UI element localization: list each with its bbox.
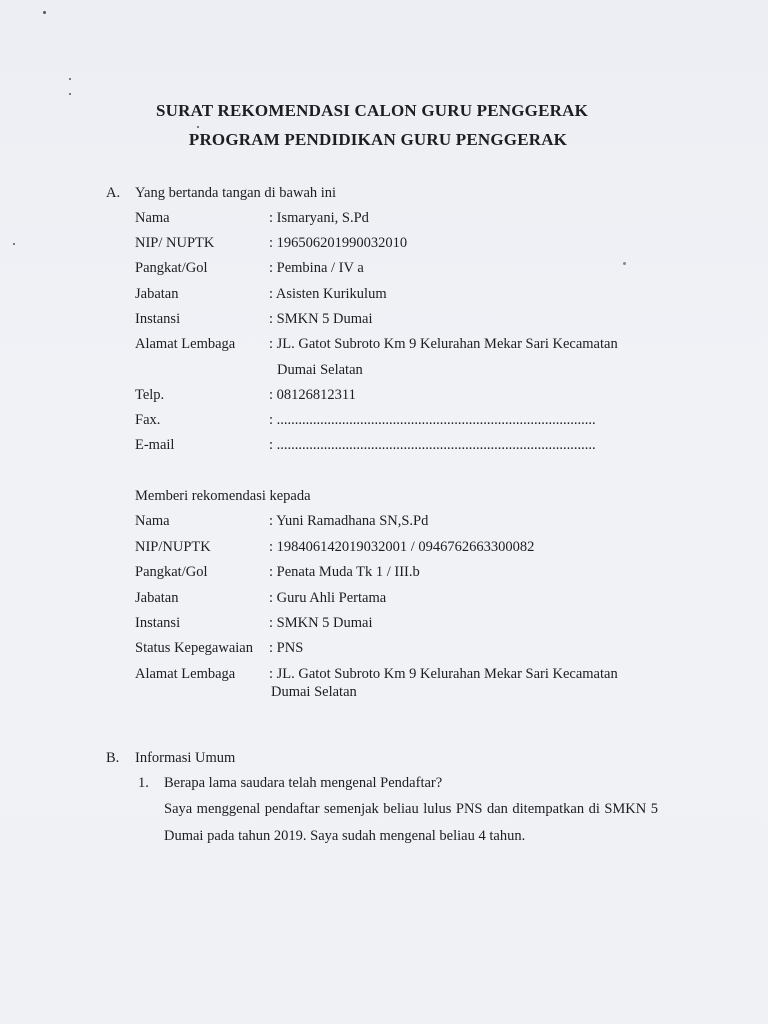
section-a-heading: Yang bertanda tangan di bawah ini [135, 185, 337, 201]
signer-institution-label: Instansi [135, 311, 181, 327]
candidate-position-value: : Guru Ahli Pertama [269, 590, 387, 606]
candidate-institution-label: Instansi [135, 615, 181, 631]
signer-address-continuation: Dumai Selatan [277, 362, 363, 378]
question-1-answer: Saya menggenal pendaftar semenjak beliau lulus PNS dan ditempatkan di SMKN 5 Dumai pada tahun 2019. Saya sudah mengenal beliau 4 tahun. [164, 801, 658, 844]
signer-name-label: Nama [135, 210, 170, 226]
scan-speck [69, 78, 71, 80]
signer-rank-value: : Pembina / IV a [269, 260, 364, 276]
signer-nip-label: NIP/ NUPTK [135, 235, 215, 251]
signer-position-value: : Asisten Kurikulum [269, 286, 387, 302]
signer-phone-value: : 08126812311 [269, 387, 356, 403]
signer-address-label: Alamat Lembaga [135, 336, 236, 352]
candidate-status-label: Status Kepegawaian [135, 640, 253, 656]
signer-nip-value: : 196506201990032010 [269, 235, 408, 251]
section-a-marker: A. [106, 185, 121, 201]
candidate-name-value: : Yuni Ramadhana SN,S.Pd [269, 513, 429, 529]
candidate-rank-label: Pangkat/Gol [135, 564, 208, 580]
scan-speck [197, 126, 199, 128]
signer-phone-label: Telp. [135, 387, 165, 403]
candidate-name-label: Nama [135, 513, 170, 529]
question-1-number: 1. [138, 775, 149, 791]
signer-fax-label: Fax. [135, 412, 161, 428]
scan-speck [43, 11, 46, 14]
signer-name-value: : Ismaryani, S.Pd [269, 210, 369, 226]
signer-address-value: : JL. Gatot Subroto Km 9 Kelurahan Mekar Sari Kecamatan [269, 336, 618, 352]
candidate-nip-label: NIP/NUPTK [135, 539, 211, 555]
candidate-address-continuation: Dumai Selatan [271, 684, 357, 700]
signer-institution-value: : SMKN 5 Dumai [269, 311, 373, 327]
section-b-heading: Informasi Umum [135, 750, 236, 766]
signer-email-label: E-mail [135, 437, 175, 453]
candidate-status-value: : PNS [269, 640, 304, 656]
candidate-position-label: Jabatan [135, 590, 179, 606]
candidate-rank-value: : Penata Muda Tk 1 / III.b [269, 564, 420, 580]
candidate-address-value: : JL. Gatot Subroto Km 9 Kelurahan Mekar Sari Kecamatan [269, 666, 618, 682]
signer-position-label: Jabatan [135, 286, 179, 302]
document-title: SURAT REKOMENDASI CALON GURU PENGGERAK [155, 101, 588, 120]
scan-speck [623, 262, 626, 265]
question-1-text: Berapa lama saudara telah mengenal Pendaftar? [164, 775, 443, 791]
section-b-marker: B. [106, 750, 120, 766]
scan-speck [69, 93, 71, 95]
signer-rank-label: Pangkat/Gol [135, 260, 208, 276]
recommend-heading: Memberi rekomendasi kepada [135, 488, 311, 504]
candidate-nip-value: : 198406142019032001 / 0946762663300082 [269, 539, 535, 555]
signer-email-value: : ........................................................................................ [269, 437, 596, 453]
document-subtitle: PROGRAM PENDIDIKAN GURU PENGGERAK [188, 130, 568, 149]
candidate-institution-value: : SMKN 5 Dumai [269, 615, 373, 631]
signer-fax-value: : ........................................................................................ [269, 412, 596, 428]
candidate-address-label: Alamat Lembaga [135, 666, 236, 682]
scan-speck [13, 243, 15, 245]
